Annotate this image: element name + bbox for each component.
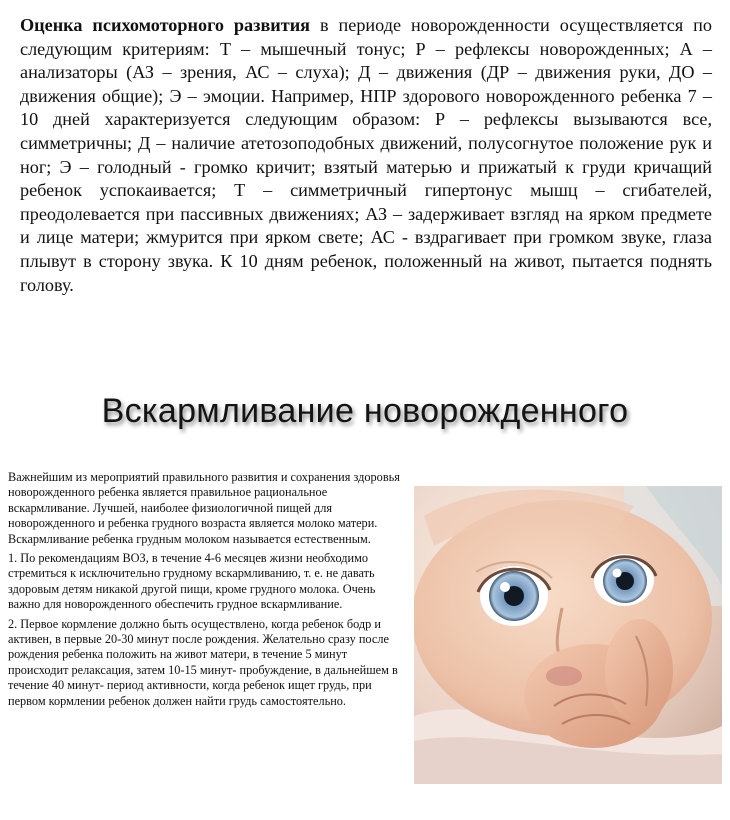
baby-illustration	[414, 486, 722, 784]
feeding-paragraph-3: 2. Первое кормление должно быть осуществлено, когда ребенок бодр и активен, в первые 20-30 минут после рождения. Желательно сразу после рождения ребенка положить на живот матери, в течение 5 минут происходит релаксация, затем 10-15 минут- пробуждение, в дальнейшем в течение 40 минут- период активности, когда ребенок ищет грудь, при первом кормлении ребенок должен найти грудь самостоятельно.	[8, 616, 398, 708]
feeding-paragraph-1: Важнейшим из мероприятий правильного развития и сохранения здоровья новорожденного ребенка является правильное рациональное вскармливание. Лучшей, наиболее физиологичной пищей для новорожденного и ребенка грудного возраста является молоко матери. Вскармливание ребенка грудным молоком называется естественным.	[8, 470, 400, 546]
baby-photo	[414, 486, 722, 784]
intro-text: в периоде новорожденности осуществляется по следующим критериям: Т – мышечный тонус; Р – рефлексы новорожденных; А – анализаторы (АЗ – зрения, АС – слуха); Д – движения (ДР – движения руки, ДО – движения общие); Э – эмоции. Например, НПР здорового новорожденного ребенка 7 – 10 дней характеризуется следующим образом: Р – рефлексы вызываются все, симметричны; Д – наличие атетозоподобных движений, полусогнутое положение рук и ног; Э – голодный - громко кричит; взятый матерью и прижатый к груди кричащий ребенок успокаивается; Т – симметричный гипертонус мышц – сгибателей, преодолевается при пассивных движениях; АЗ – задерживает взгляд на ярком предмете и лице матери; жмурится при ярком свете; АС - вздрагивает при громком звуке, глаза плывут в сторону звука. К 10 дням ребенок, положенный на живот, пытается поднять голову.	[20, 15, 712, 295]
feeding-text	[8, 470, 406, 713]
intro-paragraph	[20, 14, 712, 297]
intro-bold-lead: Оценка психомоторного развития	[20, 15, 311, 35]
section-heading: Вскармливание новорожденного	[101, 392, 629, 430]
feeding-paragraph-2: 1. По рекомендациям ВОЗ, в течение 4-6 месяцев жизни необходимо стремиться к исключительно грудному вскармливанию, т. е. не давать здоровым детям никакой другой пищи, кроме грудного молока. Очень важно для новорожденного обеспечить грудное вскармливание.	[8, 551, 376, 612]
